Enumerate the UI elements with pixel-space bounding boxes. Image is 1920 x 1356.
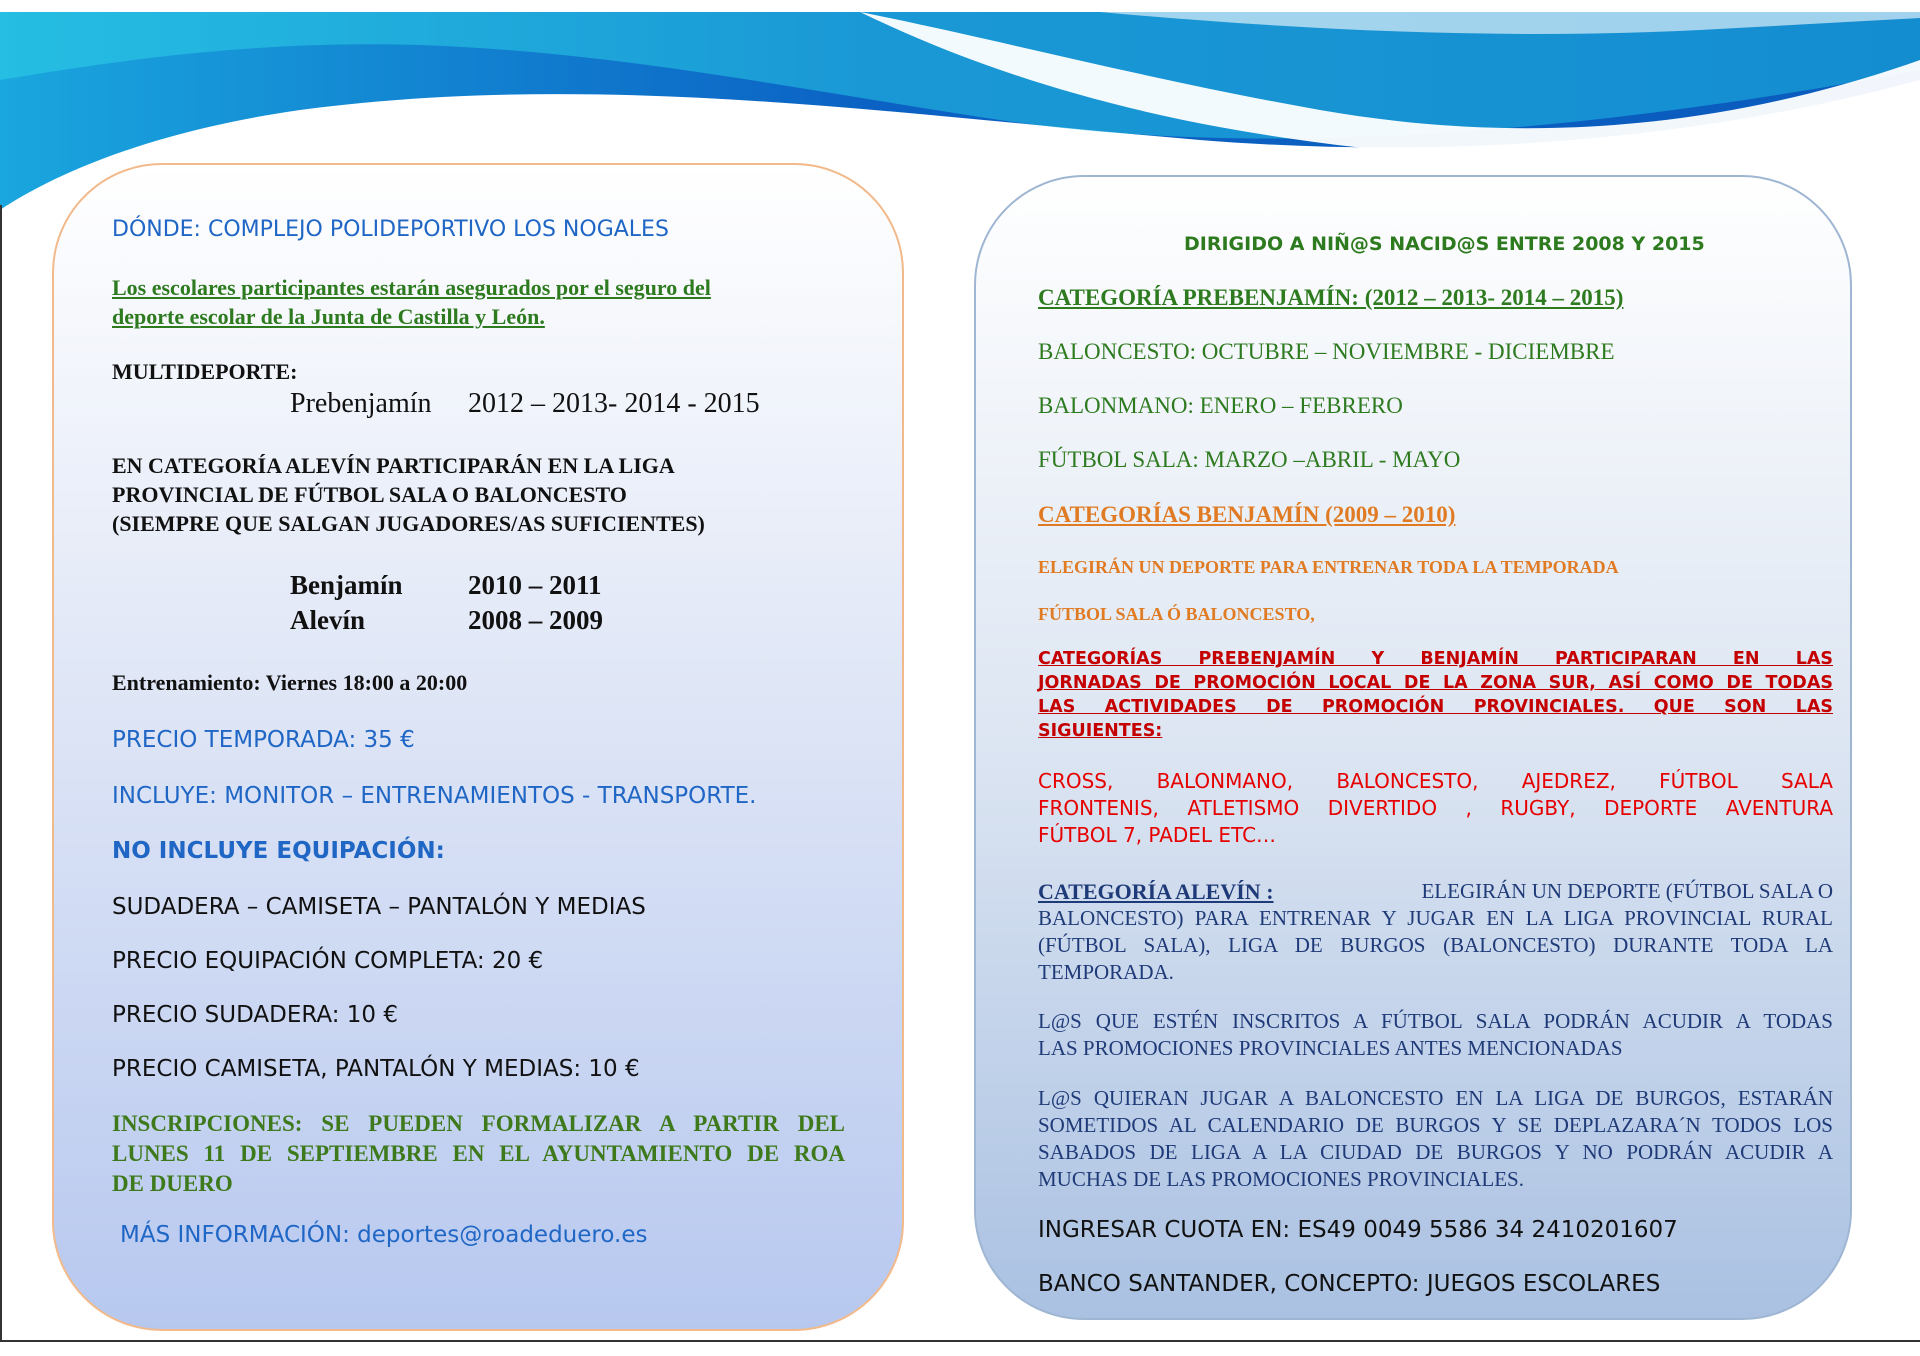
prebenjamin-label: Prebenjamín [290,388,432,419]
benjamin-label: Benjamín [290,570,403,600]
deportes-line-2: FRONTENIS, ATLETISMO DIVERTIDO , RUGBY, DEPORTE AVENTURA [1038,796,1833,820]
alevin-line-3: (FÚTBOL SALA), LIGA DE BURGOS (BALONCESTO) DURANTE TODA LA [1038,933,1833,957]
inscripciones-line-2: LUNES 11 DE SEPTIEMBRE EN EL AYUNTAMIENTO DE ROA [112,1141,845,1166]
baloncesto-burgos-line-1: L@S QUIERAN JUGAR A BALONCESTO EN LA LIGA DE BURGOS, ESTARÁN [1038,1086,1833,1110]
alevin-liga-line-1: EN CATEGORÍA ALEVÍN PARTICIPARÁN EN LA LIGA [112,453,675,478]
baloncesto-burgos-line-2: SOMETIDOS AL CALENDARIO DE BURGOS Y SE DEPLAZARA´N TODOS LOS [1038,1113,1833,1137]
precio-sudadera: PRECIO SUDADERA: 10 € [112,1002,399,1028]
alevin-line-1-text: ELEGIRÁN UN DEPORTE (FÚTBOL SALA O [1421,879,1833,903]
deportes-line-1: CROSS, BALONMANO, BALONCESTO, AJEDREZ, FÚTBOL SALA [1038,769,1833,793]
alevin-line-1 [1038,879,1833,905]
futbol-o-baloncesto-text: FÚTBOL SALA Ó BALONCESTO, [1038,604,1315,624]
alevin-label: Alevín [290,605,366,635]
ingresar-cuota-text: INGRESAR CUOTA EN: ES49 0049 5586 34 2410201607 [1038,1217,1678,1243]
bottom-border-line [0,1340,1920,1342]
precio-equipacion-completa: PRECIO EQUIPACIÓN COMPLETA: 20 € [112,948,544,974]
entrenamiento-text: Entrenamiento: Viernes 18:00 a 20:00 [112,670,468,695]
alevin-liga-line-3: (SIEMPRE QUE SALGAN JUGADORES/AS SUFICIENTES) [112,511,705,536]
donde-text: DÓNDE: COMPLEJO POLIDEPORTIVO LOS NOGALES [112,217,669,242]
seguro-line-2: deporte escolar de la Junta de Castilla y León. [112,304,545,329]
futbol-sala-months: FÚTBOL SALA: MARZO –ABRIL - MAYO [1038,447,1461,472]
elegiran-text: ELEGIRÁN UN DEPORTE PARA ENTRENAR TODA LA TEMPORADA [1038,557,1619,577]
mas-informacion-link[interactable]: MÁS INFORMACIÓN: deportes@roadeduero.es [120,1222,648,1248]
inscripciones-line-1: INSCRIPCIONES: SE PUEDEN FORMALIZAR A PARTIR DEL [112,1111,845,1136]
alevin-years: 2008 – 2009 [468,605,603,635]
categoria-benjamin-heading: CATEGORÍAS BENJAMÍN (2009 – 2010) [1038,502,1456,527]
alevin-line-4: TEMPORADA. [1038,960,1174,984]
benjamin-years: 2010 – 2011 [468,570,602,600]
futbol-inscritos-line-2: LAS PROMOCIONES PROVINCIALES ANTES MENCIONADAS [1038,1036,1623,1060]
left-info-panel [52,163,904,1331]
categoria-prebenjamin-heading: CATEGORÍA PREBENJAMÍN: (2012 – 2013- 2014 – 2015) [1038,285,1624,310]
equipacion-items: SUDADERA – CAMISETA – PANTALÓN Y MEDIAS [112,894,646,920]
precio-camiseta: PRECIO CAMISETA, PANTALÓN Y MEDIAS: 10 € [112,1056,640,1082]
baloncesto-burgos-line-3: SABADOS DE LIGA A LA CIUDAD DE BURGOS Y NO PODRÁN ACUDIR A [1038,1140,1833,1164]
multideporte-heading: MULTIDEPORTE: [112,359,298,384]
inscripciones-line-3: DE DUERO [112,1171,233,1196]
baloncesto-months: BALONCESTO: OCTUBRE – NOVIEMBRE - DICIEMBRE [1038,339,1615,364]
banco-concepto-text: BANCO SANTANDER, CONCEPTO: JUEGOS ESCOLARES [1038,1271,1661,1297]
jornadas-line-4: SIGUIENTES: [1038,721,1163,741]
alevin-liga-line-2: PROVINCIAL DE FÚTBOL SALA O BALONCESTO [112,482,627,507]
prebenjamin-years: 2012 – 2013- 2014 - 2015 [468,388,760,419]
incluye-text: INCLUYE: MONITOR – ENTRENAMIENTOS - TRANSPORTE. [112,783,757,809]
jornadas-line-3: LAS ACTIVIDADES DE PROMOCIÓN PROVINCIALES. QUE SON LAS [1038,697,1833,717]
jornadas-line-1: CATEGORÍAS PREBENJAMÍN Y BENJAMÍN PARTICIPARAN EN LAS [1038,649,1833,669]
balonmano-months: BALONMANO: ENERO – FEBRERO [1038,393,1403,418]
right-info-panel [974,175,1852,1320]
no-incluye-heading: NO INCLUYE EQUIPACIÓN: [112,838,445,864]
futbol-inscritos-line-1: L@S QUE ESTÉN INSCRITOS A FÚTBOL SALA PODRÁN ACUDIR A TODAS [1038,1009,1833,1033]
precio-temporada: PRECIO TEMPORADA: 35 € [112,727,415,753]
categoria-alevin-heading: CATEGORÍA ALEVÍN : [1038,879,1274,904]
jornadas-line-2: JORNADAS DE PROMOCIÓN LOCAL DE LA ZONA SUR, ASÍ COMO DE TODAS [1038,673,1833,693]
left-border-line [0,205,2,1342]
deportes-line-3: FÚTBOL 7, PADEL ETC… [1038,823,1277,847]
alevin-line-2: BALONCESTO) PARA ENTRENAR Y JUGAR EN LA LIGA PROVINCIAL RURAL [1038,906,1833,930]
dirigido-heading: DIRIGIDO A NIÑ@S NACID@S ENTRE 2008 Y 2015 [1184,233,1705,255]
seguro-line-1: Los escolares participantes estarán asegurados por el seguro del [112,275,711,300]
baloncesto-burgos-line-4: MUCHAS DE LAS PROMOCIONES PROVINCIALES. [1038,1167,1524,1191]
